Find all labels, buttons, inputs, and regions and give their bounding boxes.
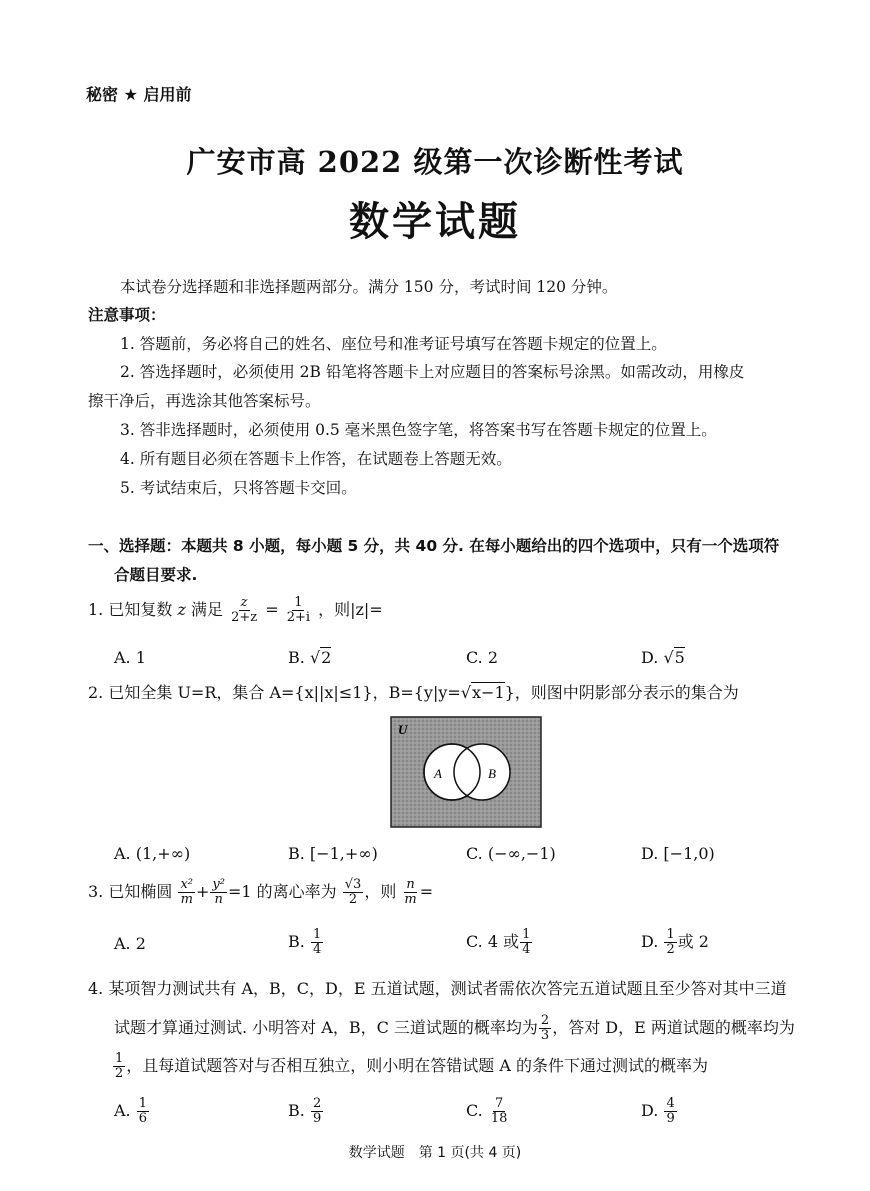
question-4-line2: 试题才算通过测试. 小明答对 A，B，C 三道试题的概率均为 $\frac{2}{3}$ ，答对 D，E 两道试题的概率均为 xyxy=(114,1013,795,1043)
q3-option-c: C. 4 或 $\frac{1}{4}$ xyxy=(466,927,531,957)
notice-item: 1. 答题前，务必将自己的姓名、座位号和准考证号填写在答题卡规定的位置上。 xyxy=(120,335,667,353)
exam-title: 广安市高 2022 级第一次诊断性考试 xyxy=(186,145,684,179)
q4-option-a: A. $\frac{1}{6}$ xyxy=(114,1096,148,1126)
q1-option-b: B. √2 xyxy=(288,648,332,667)
set-b-circle xyxy=(454,744,510,800)
venn-label-b: B xyxy=(488,766,496,781)
intro-text: 本试卷分选择题和非选择题两部分。满分 150 分，考试时间 120 分钟。 xyxy=(120,278,618,296)
question-4: 4. 某项智力测试共有 A，B，C，D，E 五道试题，测试者需依次答完五道试题且至少答对其中三道 xyxy=(88,979,787,998)
q1-option-c: C. 2 xyxy=(466,648,499,667)
section-heading-cont: 合题目要求. xyxy=(114,566,198,584)
q2-option-d: D. [−1,0) xyxy=(641,844,715,863)
q2-option-a: A. (1,+∞) xyxy=(114,844,191,863)
subject-title: 数学试题 xyxy=(349,199,521,245)
q3-option-b: B. $\frac{1}{4}$ xyxy=(288,927,322,957)
section-heading: 一、选择题：本题共 8 小题，每小题 5 分，共 40 分. 在每小题给出的四个选项中，只有一个选项符 xyxy=(88,537,780,555)
confidential-mark: 秘密 ★ 启用前 xyxy=(86,85,192,104)
venn-diagram xyxy=(390,716,542,828)
notice-heading: 注意事项： xyxy=(88,306,166,324)
q4-option-b: B. $\frac{2}{9}$ xyxy=(288,1096,322,1126)
question-4-line3: $\frac{1}{2}$ ，且每道试题答对与否相互独立，则小明在答错试题 A 的条件下通过测试的概率为 xyxy=(115,1051,709,1081)
notice-item: 2. 答选择题时，必须使用 2B 铅笔将答题卡上对应题目的答案标号涂黑。如需改动，用橡皮 xyxy=(120,363,745,381)
venn-label-u: U xyxy=(398,722,408,737)
q4-option-d: D. $\frac{4}{9}$ xyxy=(641,1096,675,1126)
q2-option-c: C. (−∞,−1) xyxy=(466,844,556,863)
q3-option-d: D. $\frac{1}{2}$ 或 2 xyxy=(641,927,709,957)
question-1: 1. 已知复数 z 满足 $\frac{z}{2+z}$ = $\frac{1}{2+i}$ ，则|z|= xyxy=(88,595,383,625)
q2-option-b: B. [−1,+∞) xyxy=(288,844,378,863)
question-2: 2. 已知全集 U=R，集合 A={x||x|≤1}，B={y|y=√x−1}，则图中阴影部分表示的集合为 xyxy=(88,683,739,702)
q1-option-d: D. √5 xyxy=(641,648,685,667)
q3-option-a: A. 2 xyxy=(114,934,146,953)
q4-option-c: C. $\frac{7}{18}$ xyxy=(466,1096,508,1126)
q1-option-a: A. 1 xyxy=(114,648,146,667)
notice-item: 擦干净后，再选涂其他答案标号。 xyxy=(88,392,321,410)
notice-item: 4. 所有题目必须在答题卡上作答，在试题卷上答题无效。 xyxy=(120,450,512,468)
notice-item: 5. 考试结束后，只将答题卡交回。 xyxy=(120,479,357,497)
question-3: 3. 已知椭圆 $\frac{\text{x²}}{m}$ + $\frac{\text{y²}}{n}$ =1 的离心率为 $\frac{√3}{2}$ ，则 $\frac{n}{m}$ = xyxy=(88,877,434,907)
notice-item: 3. 答非选择题时，必须使用 0.5 毫米黑色签字笔，将答案书写在答题卡规定的位置上。 xyxy=(120,421,717,439)
venn-label-a: A xyxy=(434,766,442,781)
page-footer: 数学试题 第 1 页(共 4 页) xyxy=(348,1145,522,1161)
